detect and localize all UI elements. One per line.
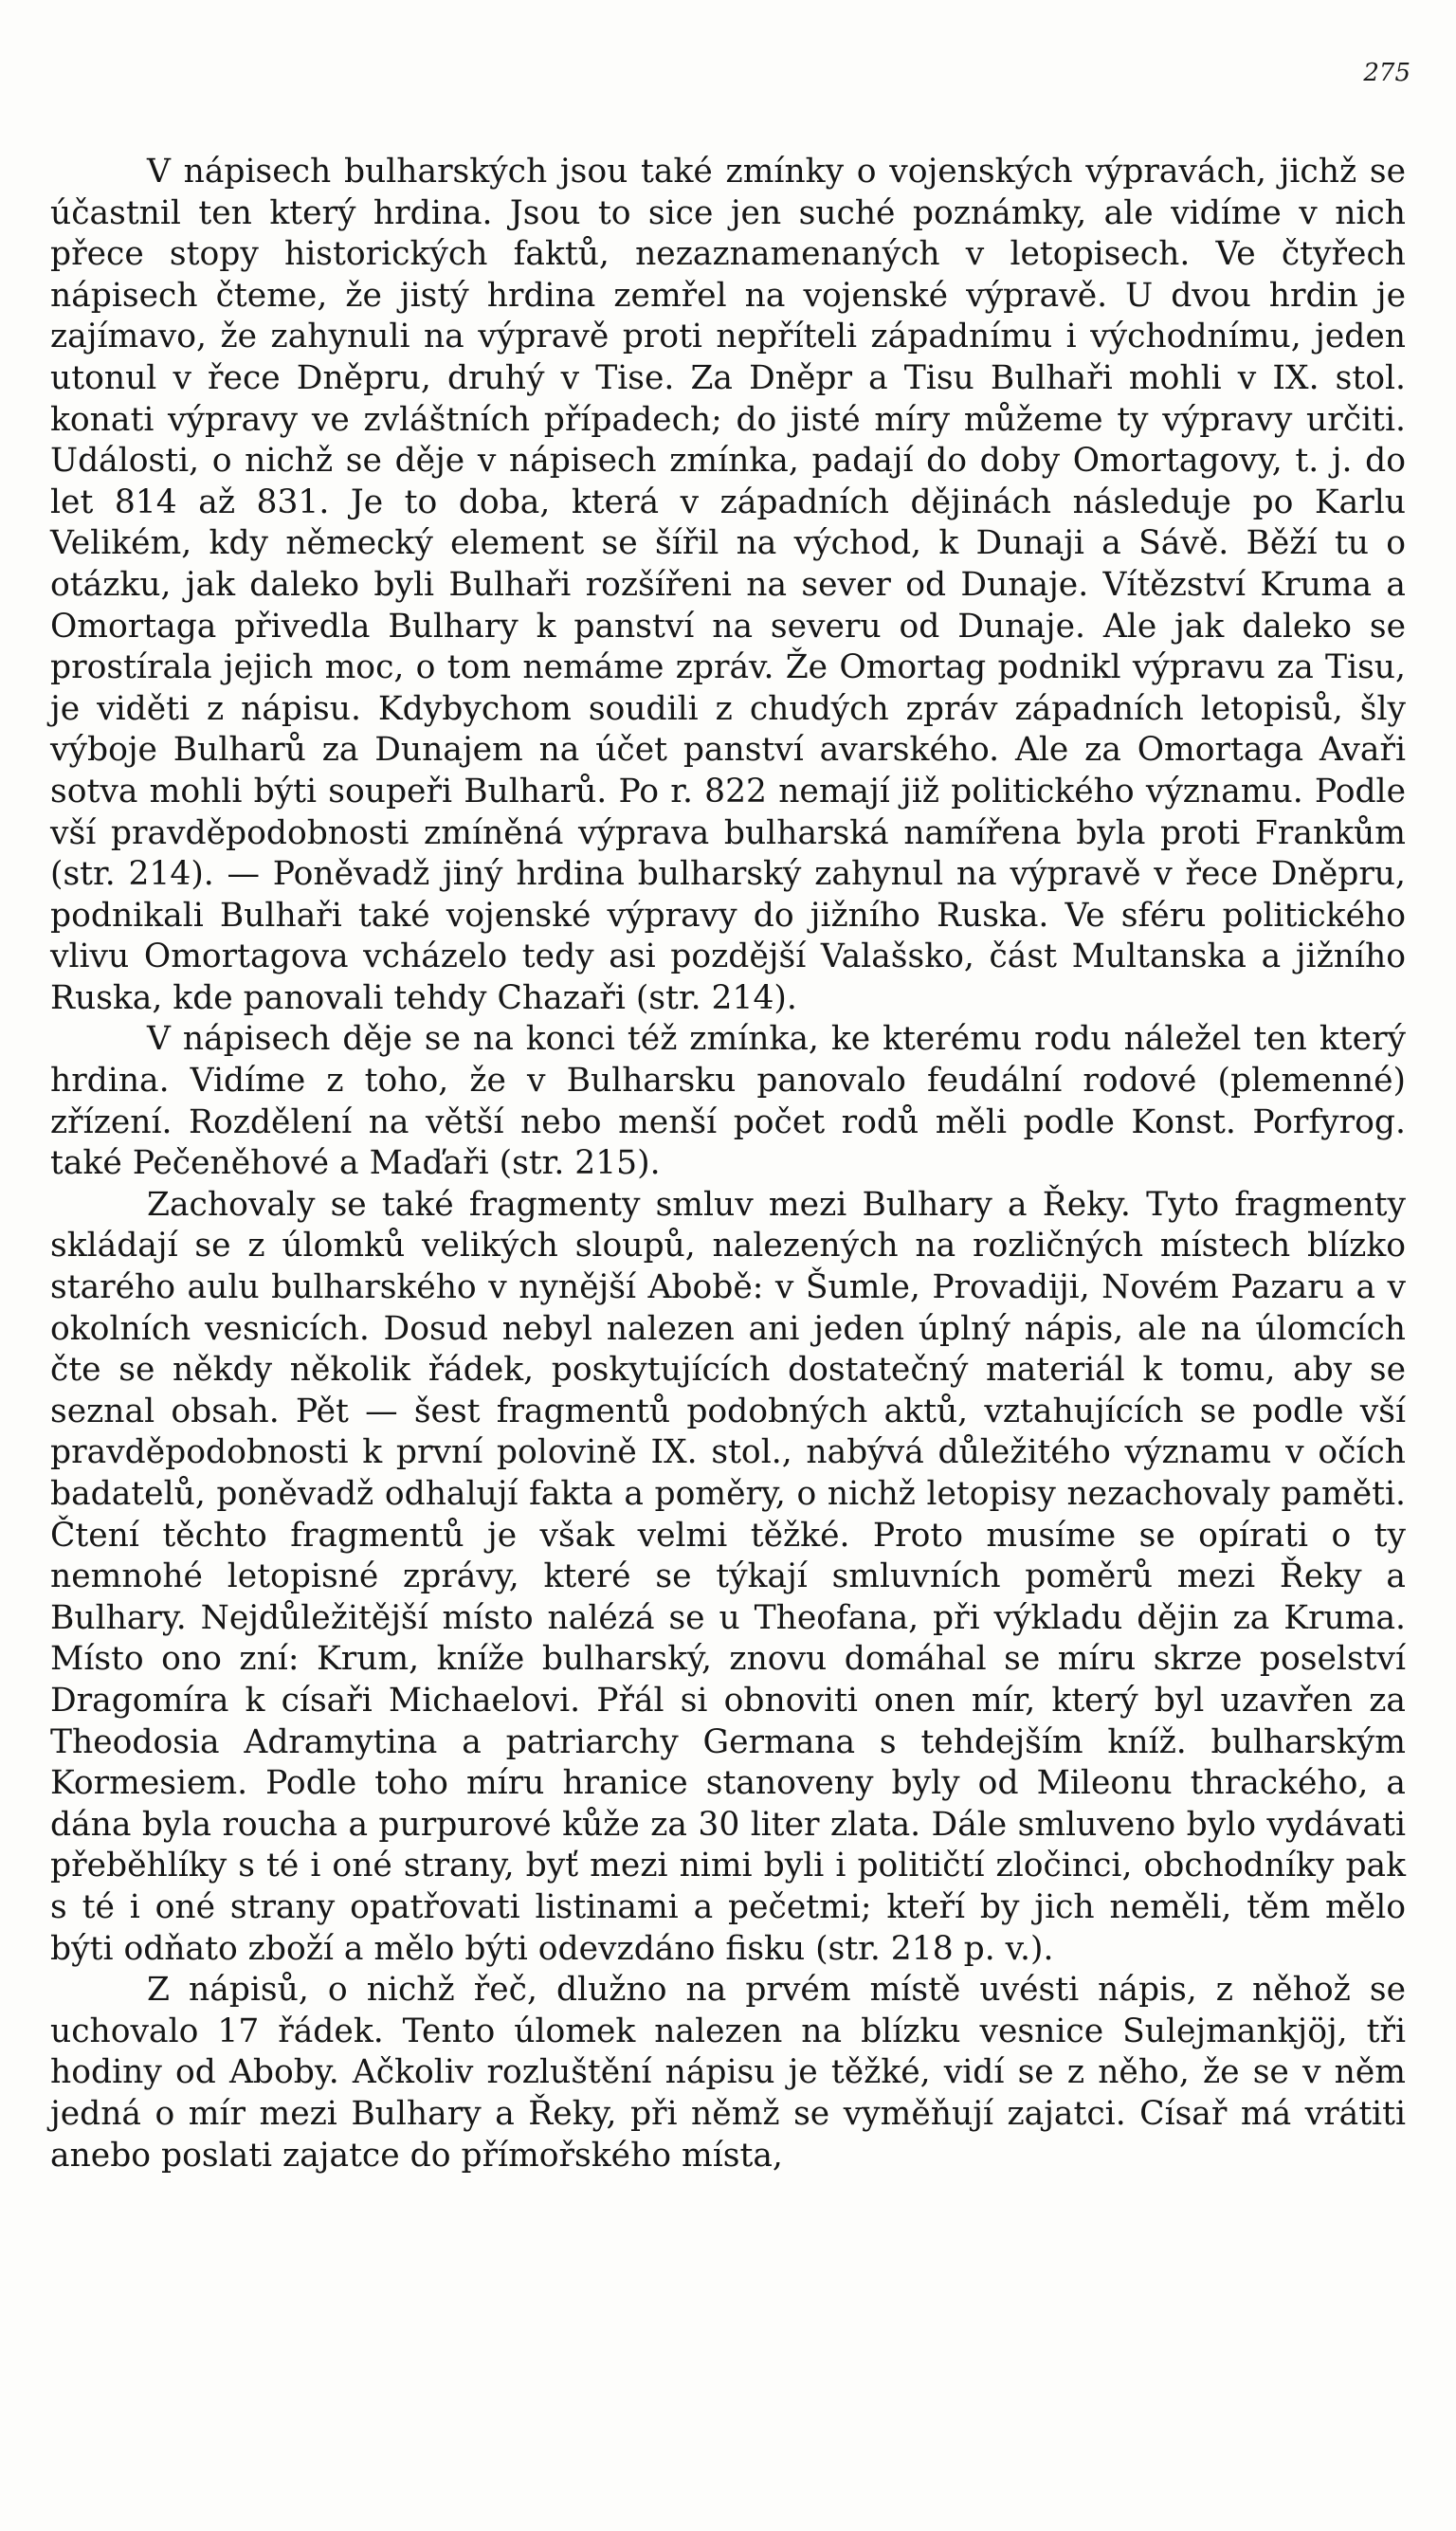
- paragraph: V nápisech bulharských jsou také zmínky o vojenských výpravách, jichž se účastnil ten který hrdina. Jsou to sice jen suché poznámky, ale vidíme v nich přece stopy historických faktů, nezaznamenaných v letopisech. Ve čtyřech nápisech čteme, že jistý hrdina zemřel na vojenské výpravě. U dvou hrdin je zajímavo, že zahynuli na výpravě proti nepříteli západnímu i východnímu, jeden utonul v řece Dněpru, druhý v Tise. Za Dněpr a Tisu Bulhaři mohli v IX. stol. konati výpravy ve zvláštních případech; do jisté míry můžeme ty výpravy určiti. Události, o nichž se děje v nápisech zmínka, padají do doby Omortagovy, t. j. do let 814 až 831. Je to doba, která v západních dějinách následuje po Karlu Velikém, kdy německý element se šířil na východ, k Dunaji a Sávě. Běží tu o otázku, jak daleko byli Bulhaři rozšířeni na sever od Dunaje. Vítězství Kruma a Omortaga přivedla Bulhary k panství na severu od Dunaje. Ale jak daleko se prostírala jejich moc, o tom nemáme zpráv. Že Omortag podnikl výpravu za Tisu, je viděti z nápisu. Kdybychom soudili z chudých zpráv západních letopisů, šly výboje Bulharů za Dunajem na účet panství avarského. Ale za Omortaga Avaři sotva mohli býti soupeři Bulharů. Po r. 822 nemají již politického významu. Podle vší pravděpodobnosti zmíněná výprava bulharská namířena byla proti Frankům (str. 214). — Poněvadž jiný hrdina bulharský zahynul na výpravě v řece Dněpru, podnikali Bulhaři také vojenské výpravy do jižního Ruska. Ve sféru politického vlivu Omortagova vcházelo tedy asi pozdější Valašsko, část Multanska a jižního Ruska, kde panovali tehdy Chazaři (str. 214).: [50, 153, 1406, 1017]
- paragraph: V nápisech děje se na konci též zmínka, ke kterému rodu náležel ten který hrdina. Vidíme z toho, že v Bulharsku panovalo feudální rodové (plemenné) zřízení. Rozdělení na větší nebo menší počet rodů měli podle Konst. Porfyrog. také Pečeněhové a Maďaři (str. 215).: [50, 1020, 1406, 1183]
- paragraph: Z nápisů, o nichž řeč, dlužno na prvém místě uvésti nápis, z něhož se uchovalo 17 řádek. Tento úlomek nalezen na blízku vesnice Sulejmankjöj, tři hodiny od Aboby. Ačkoliv rozluštění nápisu je těžké, vidí se z něho, že se v něm jedná o mír mezi Bulhary a Řeky, při němž se vyměňují zajatci. Císař má vrátiti anebo poslati zajatce do přímořského místa,: [50, 1971, 1406, 2175]
- body-text: [50, 152, 1406, 2176]
- paragraph: Zachovaly se také fragmenty smluv mezi Bulhary a Řeky. Tyto fragmenty skládají se z úlomků velikých sloupů, nalezených na rozličných místech blízko starého aulu bulharského v nynější Abobě: v Šumle, Provadiji, Novém Pazaru a v okolních vesnicích. Dosud nebyl nalezen ani jeden úplný nápis, ale na úlomcích čte se někdy několik řádek, poskytujících dostatečný materiál k tomu, aby se seznal obsah. Pět — šest fragmentů podobných aktů, vztahujících se podle vší pravděpodobnosti k první polovině IX. stol., nabývá důležitého významu v očích badatelů, poněvadž odhalují fakta a poměry, o nichž letopisy nezachovaly paměti. Čtení těchto fragmentů je však velmi těžké. Proto musíme se opírati o ty nemnohé letopisné zprávy, které se týkají smluvních poměrů mezi Řeky a Bulhary. Nejdůležitější místo nalézá se u Theofana, při výkladu dějin za Kruma. Místo ono zní: Krum, kníže bulharský, znovu domáhal se míru skrze poselství Dragomíra k císaři Michaelovi. Přál si obnoviti onen mír, který byl uzavřen za Theodosia Adramytina a patriarchy Germana s tehdejším kníž. bulharským Kormesiem. Podle toho míru hranice stanoveny byly od Mileonu thrackého, a dána byla roucha a purpurové kůže za 30 liter zlata. Dále smluveno bylo vydávati přeběhlíky s té i oné strany, byť mezi nimi byli i političtí zločinci, obchodníky pak s té i oné strany opatřovati listinami a pečetmi; kteří by jich neměli, těm mělo býti odňato zboží a mělo býti odevzdáno fisku (str. 218 p. v.).: [50, 1185, 1406, 1968]
- page-number: 275: [1363, 59, 1410, 87]
